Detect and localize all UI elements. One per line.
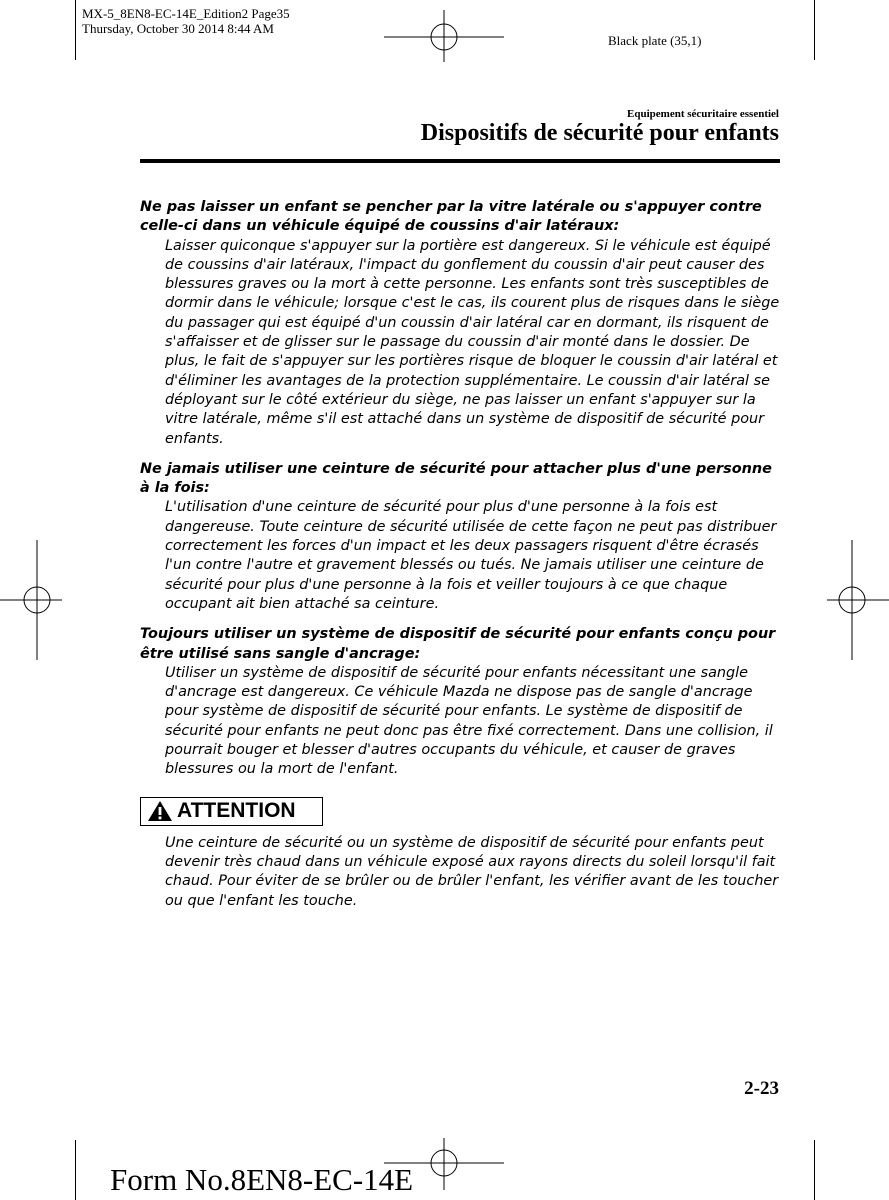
warning-title: Toujours utiliser un système de dispositif de sécurité pour enfants conçu pour être utilisé sans sangle d'ancrage: <box>140 626 776 662</box>
attention-label: ATTENTION <box>177 799 296 823</box>
plate-file-line: MX-5_8EN8-EC-14E_Edition2 Page35 <box>82 6 290 21</box>
warning-body: Laisser quiconque s'appuyer sur la portière est dangereux. Si le véhicule est équipé de coussins d'air latéraux, l'impact du gonflement du coussin d'air peut causer des blessures graves ou la mort à cette personne. Les enfants sont très susceptibles de dormir dans le véhicule; lorsque c'est le cas, ils courent plus de risques dans le siège du passager qui est équipé d'un coussin d'air latéral car en dormant, ils risquent de s'affaisser et de glisser sur le passage du coussin d'air monté dans le dossier. De plus, le fait de s'appuyer sur les portières risque de bloquer le coussin d'air latéral et d'éliminer les avantages de la protection supplémentaire. Le coussin d'air latéral se déployant sur le côté extérieur du siège, ne pas laisser un enfant s'appuyer sur la vitre latérale, même s'il est attaché dans un système de dispositif de sécurité pour enfants. <box>165 237 780 447</box>
page-number: 2-23 <box>744 1078 779 1099</box>
section-label: Equipement sécuritaire essentiel <box>627 108 779 120</box>
crop-mark-bottom-right <box>814 1140 815 1200</box>
registration-mark-right <box>827 540 889 660</box>
registration-mark-left <box>0 540 62 660</box>
warning-block <box>140 625 782 779</box>
warning-block <box>140 460 782 614</box>
crop-mark-top-right <box>814 0 815 60</box>
attention-body: Une ceinture de sécurité ou un système de dispositif de sécurité pour enfants peut devenir très chaud dans un véhicule exposé aux rayons directs du soleil lorsqu'il fait chaud. Pour éviter de se brûler ou de brûler l'enfant, les vérifier avant de les toucher ou que l'enfant les touche. <box>165 834 779 909</box>
crop-mark-top-left <box>75 0 76 60</box>
warning-title: Ne pas laisser un enfant se pencher par la vitre latérale ou s'appuyer contre celle-ci dans un véhicule équipé de coussins d'air latéraux: <box>140 199 762 235</box>
warning-block <box>140 198 782 449</box>
header-rule <box>140 159 780 163</box>
page-title: Dispositifs de sécurité pour enfants <box>420 120 779 146</box>
plate-date-line: Thursday, October 30 2014 8:44 AM <box>82 21 274 36</box>
content-body <box>140 198 782 922</box>
registration-mark-top <box>384 10 504 62</box>
warning-body: L'utilisation d'une ceinture de sécurité pour plus d'une personne à la fois est dangereuse. Toute ceinture de sécurité utilisée de cette façon ne peut pas distribuer correctement les forces d'un impact et les deux passagers risquent d'être écrasés l'un contre l'autre et gravement blessés ou tués. Ne jamais utiliser une ceinture de sécurité pour plus d'une personne à la fois et veiller toujours à ce que chaque occupant ait bien attaché sa ceinture. <box>165 499 777 612</box>
plate-info <box>82 6 290 36</box>
warning-body: Utiliser un système de dispositif de sécurité pour enfants nécessitant une sangle d'ancrage est dangereux. Ce véhicule Mazda ne dispose pas de sangle d'ancrage pour système de dispositif de sécurité pour enfants. Le système de dispositif de sécurité pour enfants ne peut donc pas être fixé correctement. Dans une collision, il pourrait bouger et blesser d'autres occupants du véhicule, et causer de graves blessures ou la mort de l'enfant. <box>165 664 773 778</box>
attention-label-box <box>140 797 323 826</box>
warning-title: Ne jamais utiliser une ceinture de sécurité pour attacher plus d'une personne à la fois: <box>140 460 772 497</box>
plate-label: Black plate (35,1) <box>608 33 702 48</box>
form-number: Form No.8EN8-EC-14E <box>110 1162 414 1197</box>
warning-triangle-icon <box>147 800 173 822</box>
crop-mark-bottom-left <box>75 1140 76 1200</box>
